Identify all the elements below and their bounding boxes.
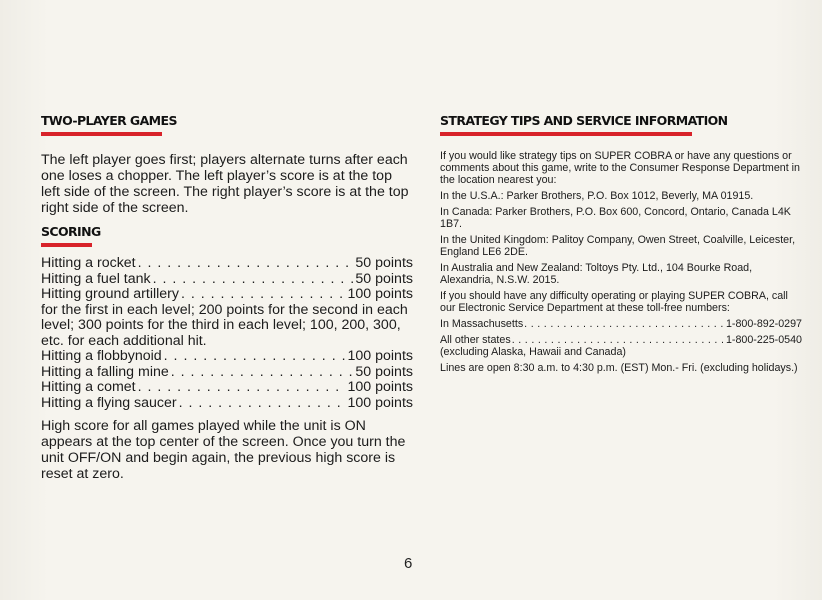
service-difficulty-text: If you should have any difficulty operating or playing SUPER COBRA, call our Electronic Service Department at these toll-free numbers: (440, 290, 788, 314)
score-item-points: 100 points (347, 379, 413, 395)
score-item-label: Hitting a fuel tank (41, 270, 151, 287)
scoring-heading-rule (41, 243, 92, 247)
phone-number: 1-800-225-0540 (725, 334, 802, 346)
left-column (41, 113, 413, 482)
two-player-text: The left player goes first; players alternate turns after each one loses a chopper. The left player’s score is at the top left side of the screen. The right player’s score is at the top right side of the screen. (41, 152, 409, 216)
page-number: 6 (404, 555, 413, 572)
dot-leader (181, 287, 346, 303)
score-item-rocket (41, 256, 413, 272)
address-canada: In Canada: Parker Brothers, P.O. Box 600, Concord, Ontario, Canada L4K 1B7. (440, 206, 791, 230)
phone-label: All other states (440, 334, 511, 346)
dot-leader (164, 349, 346, 365)
right-column (440, 113, 802, 378)
service-hours: Lines are open 8:30 a.m. to 4:30 p.m. (EST) Mon.- Fri. (excluding holidays.) (440, 362, 798, 374)
score-item-points: 100 points (347, 394, 413, 411)
score-item-label: Hitting a rocket (41, 255, 136, 271)
score-item-falling-mine (41, 365, 413, 381)
two-player-heading-rule (41, 132, 162, 136)
score-item-points: 50 points (355, 270, 413, 287)
score-item-points: 100 points (347, 348, 413, 364)
score-item-label: Hitting a flying saucer (41, 394, 177, 411)
score-item-label: Hitting a falling mine (41, 363, 169, 380)
strategy-heading-rule (440, 132, 692, 136)
dot-leader (138, 256, 354, 272)
score-item-fuel-tank (41, 272, 413, 288)
two-player-heading: TWO-PLAYER GAMES (41, 113, 177, 128)
score-item-flying-saucer (41, 396, 413, 412)
phone-row-massachusetts (440, 318, 802, 330)
dot-leader (138, 380, 346, 396)
artillery-note: for the first in each level; 200 points for the second in each level; 300 points for the third in each level; 100, 200, 300, etc. for each additional hit. (41, 301, 408, 349)
score-item-ground-artillery (41, 287, 413, 303)
phone-row-other-states (440, 334, 802, 346)
dot-leader (153, 272, 354, 288)
dot-leader (512, 334, 725, 346)
phone-label: In Massachusetts (440, 318, 524, 330)
dot-leader (524, 318, 725, 330)
address-australia: In Australia and New Zealand: Toltoys Pty. Ltd., 104 Bourke Road, Alexandria, N.S.W. 2015. (440, 262, 753, 286)
scoring-heading: SCORING (41, 224, 101, 239)
score-item-label: Hitting a comet (41, 379, 136, 395)
score-item-comet (41, 380, 413, 396)
address-uk: In the United Kingdom: Palitoy Company, Owen Street, Coalville, Leicester, England LE6 2DE. (440, 234, 796, 258)
score-item-points: 50 points (355, 255, 413, 271)
score-item-label: Hitting ground artillery (41, 286, 179, 302)
score-item-points: 100 points (347, 286, 413, 302)
strategy-heading: STRATEGY TIPS AND SERVICE INFORMATION (440, 113, 728, 128)
dot-leader (179, 396, 346, 412)
address-usa: In the U.S.A.: Parker Brothers, P.O. Box 1012, Beverly, MA 01915. (440, 190, 754, 202)
score-item-points: 50 points (355, 363, 413, 380)
score-list (41, 256, 413, 411)
strategy-intro: If you would like strategy tips on SUPER COBRA or have any questions or comments about this game, write to the Consumer Response Department in the location nearest you: (440, 150, 800, 186)
dot-leader (171, 365, 354, 381)
phone-exclusion-note: (excluding Alaska, Hawaii and Canada) (440, 346, 626, 358)
high-score-text: High score for all games played while the unit is ON appears at the top center of the screen. Once you turn the unit OFF/ON and begin again, the previous high score is reset at zero. (41, 418, 406, 482)
score-item-label: Hitting a flobbynoid (41, 348, 162, 364)
score-item-flobbynoid (41, 349, 413, 365)
phone-number: 1-800-892-0297 (725, 318, 802, 330)
